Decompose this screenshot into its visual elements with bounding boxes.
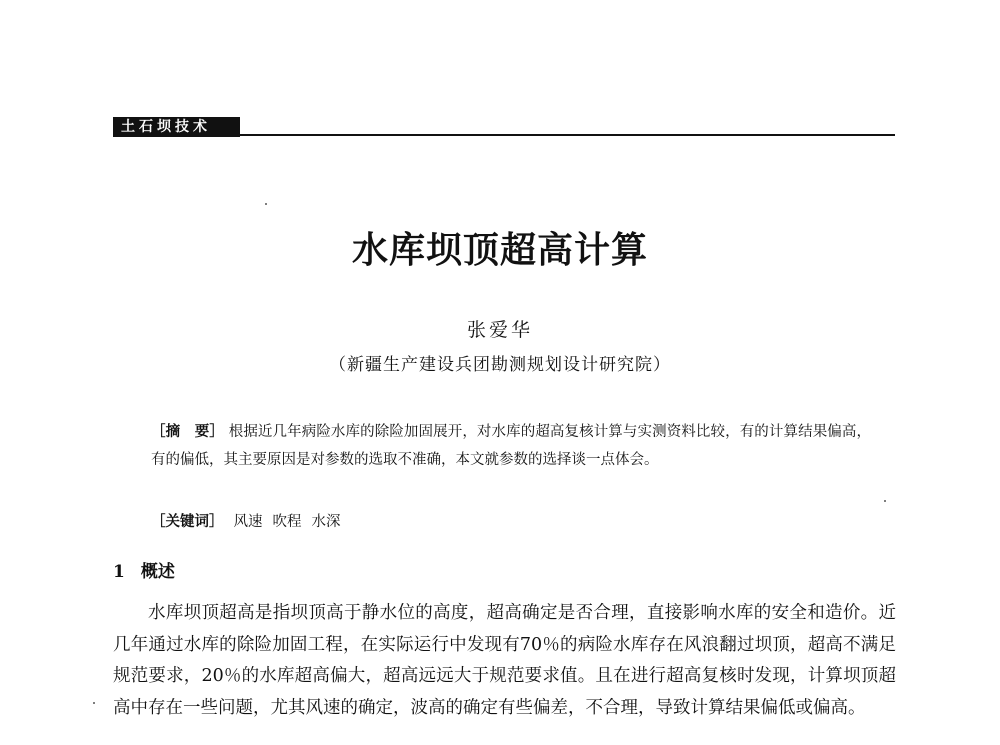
keywords bbox=[151, 508, 341, 536]
abstract-text: 根据近几年病险水库的除险加固展开，对水库的超高复核计算与实测资料比较，有的计算结果偏高，有的偏低，其主要原因是对参数的选取不准确，本文就参数的选择谈一点体会。 bbox=[151, 424, 872, 468]
scan-speck bbox=[884, 500, 886, 502]
author-name: 张爱华 bbox=[466, 319, 533, 341]
section-number: 1 bbox=[113, 562, 125, 582]
journal-header bbox=[113, 117, 895, 137]
author-affiliation: （新疆生产建设兵团勘测规划设计研究院） bbox=[329, 355, 671, 375]
scan-speck bbox=[93, 702, 95, 704]
abstract bbox=[151, 418, 871, 474]
keyword-item: 水深 bbox=[311, 514, 341, 530]
keyword-item: 风速 bbox=[233, 514, 263, 530]
body-paragraph: 水库坝顶超高是指坝顶高于静水位的高度，超高确定是否合理，直接影响水库的安全和造价。近几年通过水库的除险加固工程，在实际运行中发现有70％的病险水库存在风浪翻过坝顶，超高不满足规范要求，20％的水库超高偏大，超高远远大于规范要求值。且在进行超高复核时发现，计算坝顶超高中存在一些问题，尤其风速的确定，波高的确定有些偏差，不合理，导致计算结果偏低或偏高。 bbox=[113, 603, 896, 718]
section-title: 概述 bbox=[140, 562, 175, 582]
abstract-label: ［摘 要］ bbox=[151, 424, 224, 440]
article-title: 水库坝顶超高计算 bbox=[351, 229, 648, 271]
keyword-item: 吹程 bbox=[272, 514, 302, 530]
scan-speck bbox=[265, 203, 267, 205]
keywords-label: ［关键词］ bbox=[151, 514, 224, 530]
section-heading bbox=[113, 558, 175, 586]
column-label: 土石坝技术 bbox=[113, 117, 240, 137]
header-rule bbox=[240, 134, 895, 136]
